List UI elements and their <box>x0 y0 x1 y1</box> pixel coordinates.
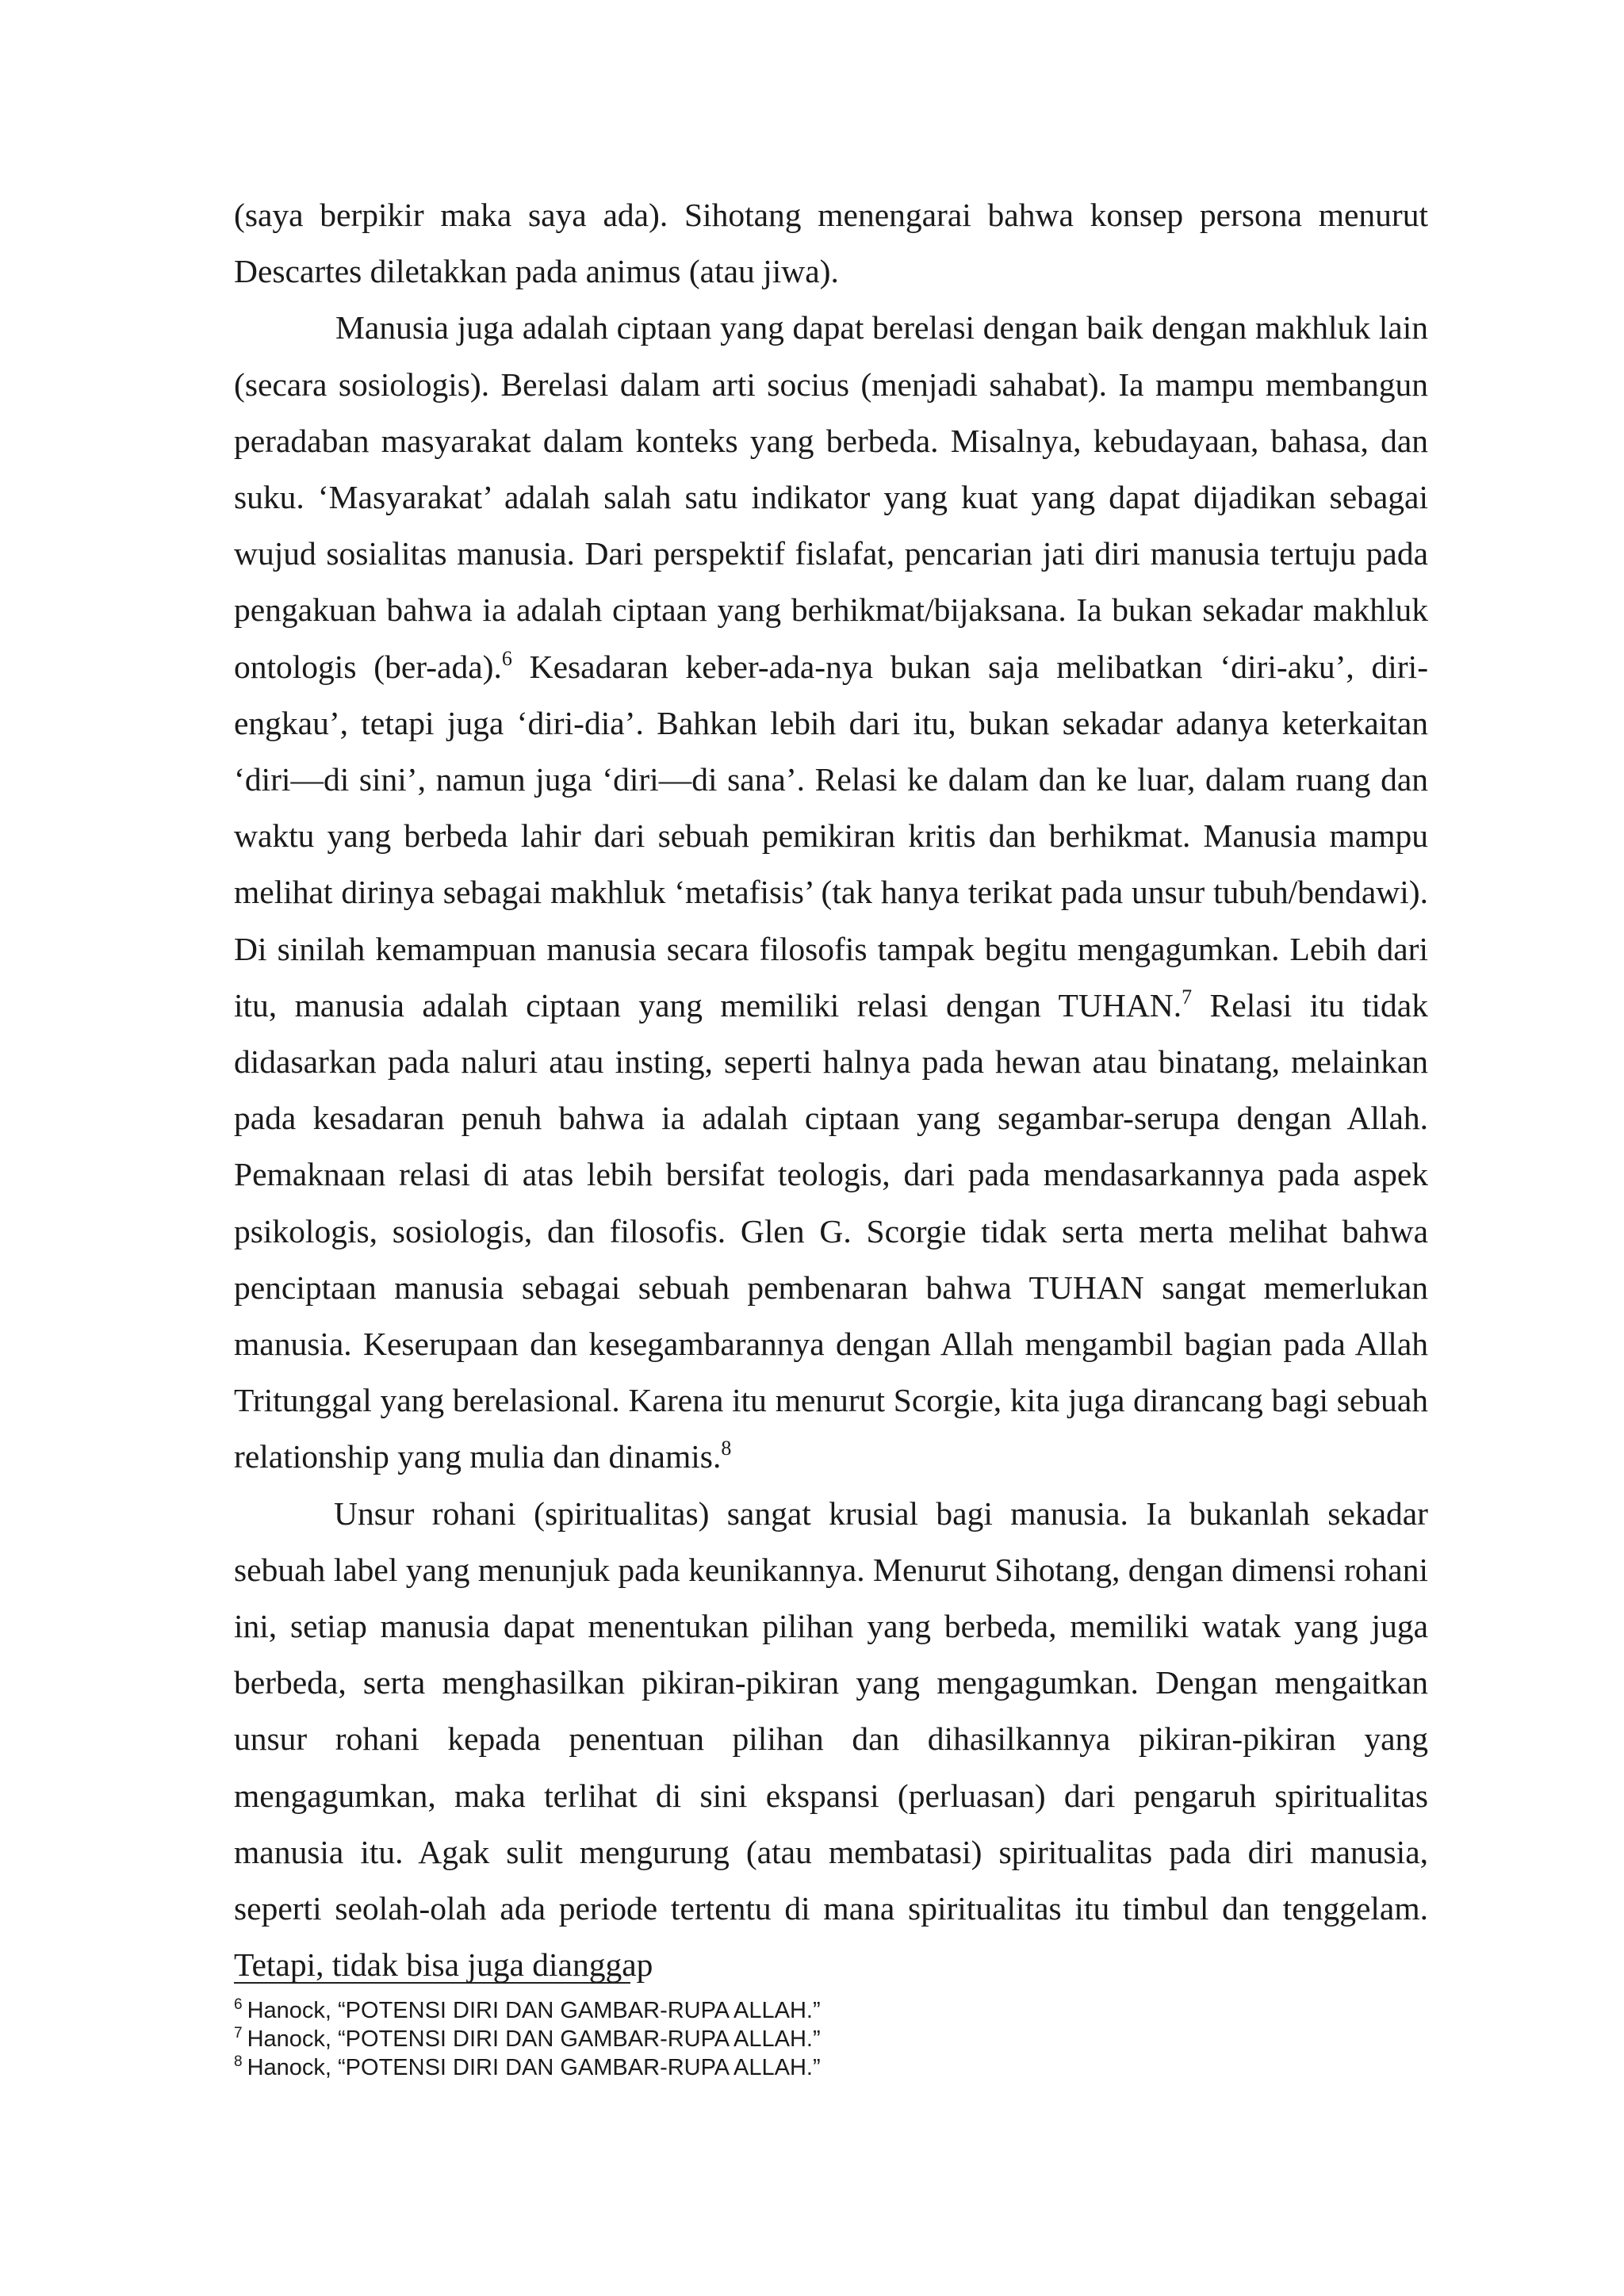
body-text <box>234 187 1428 1994</box>
footnote-reference: 8 <box>721 1437 732 1460</box>
paragraph-social-relation <box>234 300 1428 1485</box>
footnote-number: 8 <box>234 2053 243 2070</box>
footnote-separator <box>234 1982 630 1984</box>
footnote <box>234 2025 1428 2053</box>
footnote-reference: 7 <box>1182 985 1193 1008</box>
footnote <box>234 2053 1428 2082</box>
paragraph-spirituality <box>234 1486 1428 1994</box>
footnote-number: 6 <box>234 1996 243 2013</box>
footnote-text: Hanock, “POTENSI DIRI DAN GAMBAR-RUPA ALLAH.” <box>247 1998 821 2023</box>
paragraph-text: Manusia juga adalah ciptaan yang dapat berelasi dengan baik dengan makhluk lain (secara sosiologis). Berelasi dalam arti socius (menjadi sahabat). Ia mampu membangun peradaban masyarakat dalam konteks yang berbeda. Misalnya, kebudayaan, bahasa, dan suku. ‘Masyarakat’ adalah salah satu indikator yang kuat yang dapat dijadikan sebagai wujud sosialitas manusia. Dari perspektif fislafat, pencarian jati diri manusia tertuju pada pengakuan bahwa ia adalah ciptaan yang berhikmat/bijaksana. Ia bukan sekadar makhluk ontologis (ber-ada). <box>234 309 1428 685</box>
footnote-number: 7 <box>234 2025 243 2042</box>
paragraph-text: Unsur rohani (spiritualitas) sangat krusial bagi manusia. Ia bukanlah sekadar sebuah label yang menunjuk pada keunikannya. Menurut Sihotang, dengan dimensi rohani ini, setiap manusia dapat menentukan pilihan yang berbeda, memiliki watak yang juga berbeda, serta menghasilkan pikiran-pikiran yang mengagumkan. Dengan mengaitkan unsur rohani kepada penentuan pilihan dan dihasilkannya pikiran-pikiran yang mengagumkan, maka terlihat di sini ekspansi (perluasan) dari pengaruh spiritualitas manusia itu. Agak sulit mengurung (atau membatasi) spiritualitas pada diri manusia, seperti seolah-olah ada periode tertentu di mana spiritualitas itu timbul dan tenggelam. Tetapi, tidak bisa juga dianggap <box>234 1494 1428 1984</box>
paragraph-text: Relasi itu tidak didasarkan pada naluri atau insting, seperti halnya pada hewan atau binatang, melainkan pada kesadaran penuh bahwa ia adalah ciptaan yang segambar-serupa dengan Allah. Pemaknaan relasi di atas lebih bersifat teologis, dari pada mendasarkannya pada aspek psikologis, sosiologis, dan filosofis. Glen G. Scorgie tidak serta merta melihat bahwa penciptaan manusia sebagai sebuah pembenaran bahwa TUHAN sangat memerlukan manusia. Keserupaan dan kesegambarannya dengan Allah mengambil bagian pada Allah Tritunggal yang berelasional. Karena itu menurut Scorgie, kita juga dirancang bagi sebuah relationship yang mulia dan dinamis. <box>234 986 1428 1475</box>
footnote-text: Hanock, “POTENSI DIRI DAN GAMBAR-RUPA ALLAH.” <box>247 2026 821 2052</box>
footnote-reference: 6 <box>501 646 512 670</box>
footnote-text: Hanock, “POTENSI DIRI DAN GAMBAR-RUPA ALLAH.” <box>247 2055 821 2080</box>
paragraph-text: (saya berpikir maka saya ada). Sihotang menengarai bahwa konsep persona menurut Descartes diletakkan pada animus (atau jiwa). <box>234 197 1428 290</box>
footnote <box>234 1996 1428 2025</box>
footnotes <box>234 1996 1428 2082</box>
paragraph-continued <box>234 187 1428 300</box>
paragraph-text: Kesadaran keber-ada-nya bukan saja melibatkan ‘diri-aku’, diri-engkau’, tetapi juga ‘diri-dia’. Bahkan lebih dari itu, bukan sekadar adanya keterkaitan ‘diri—di sini’, namun juga ‘diri—di sana’. Relasi ke dalam dan ke luar, dalam ruang dan waktu yang berbeda lahir dari sebuah pemikiran kritis dan berhikmat. Manusia mampu melihat dirinya sebagai makhluk ‘metafisis’ (tak hanya terikat pada unsur tubuh/bendawi). Di sinilah kemampuan manusia secara filosofis tampak begitu mengagumkan. Lebih dari itu, manusia adalah ciptaan yang memiliki relasi dengan TUHAN. <box>234 648 1429 1024</box>
